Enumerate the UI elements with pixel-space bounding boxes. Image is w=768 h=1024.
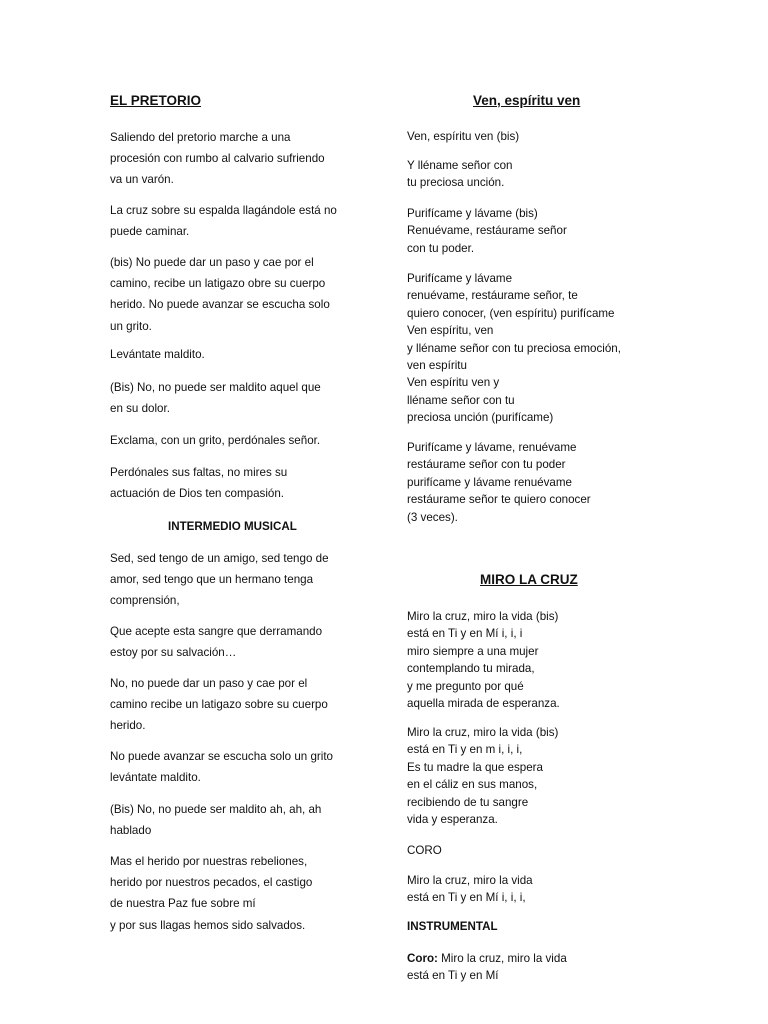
verse: No puede avanzar se escucha solo un grito levántate maldito. <box>110 750 333 785</box>
verse: Sed, sed tengo de un amigo, sed tengo de amor, sed tengo que un hermano tenga comprensión, <box>110 552 329 608</box>
song-title-miro-la-cruz: MIRO LA CRUZ <box>480 572 578 587</box>
verse: Purifícame y lávame, renuévame restáurame señor con tu poder purifícame y lávame renuévame restáurame señor te quiero conocer (3 veces). <box>407 441 591 524</box>
verse: La cruz sobre su espalda llagándole está no puede caminar. <box>110 204 337 239</box>
interlude-label: INTERMEDIO MUSICAL <box>168 520 297 533</box>
song-title-ven-espiritu: Ven, espíritu ven <box>473 93 581 108</box>
verse: Exclama, con un grito, perdónales señor. <box>110 434 321 447</box>
verse: Purifícame y lávame renuévame, restáurame señor, te quiero conocer, (ven espíritu) purifícame Ven espíritu, ven y lléname señor con tu preciosa emoción, ven espíritu Ven espíritu ven y lléname señor con tu preciosa unción (purifícame) <box>407 272 621 425</box>
verse: Ven, espíritu ven (bis) <box>407 130 520 143</box>
chorus-text: Miro la cruz, miro la vida está en Ti y en Mí <box>407 952 567 983</box>
verse: Saliendo del pretorio marche a una procesión con rumbo al calvario sufriendo va un varón. <box>110 131 325 187</box>
verse: Purifícame y lávame (bis) Renuévame, restáurame señor con tu poder. <box>407 207 567 255</box>
verse: Mas el herido por nuestras rebeliones, herido por nuestros pecados, el castigo de nuestra Paz fue sobre mí y por sus llagas hemos sido salvados. <box>110 855 313 932</box>
verse: Miro la cruz, miro la vida está en Ti y en Mí i, i, i, <box>407 874 533 905</box>
verse: Y lléname señor con tu preciosa unción. <box>407 159 513 190</box>
verse: Perdónales sus faltas, no mires su actuación de Dios ten compasión. <box>110 466 288 501</box>
verse: (Bis) No, no puede ser maldito aquel que en su dolor. <box>110 381 321 416</box>
verse: Miro la cruz, miro la vida (bis) está en Ti y en Mí i, i, i miro siempre a una mujer contemplando tu mirada, y me pregunto por qué aquella mirada de esperanza. <box>407 610 560 711</box>
instrumental-label: INSTRUMENTAL <box>407 920 498 933</box>
verse: Miro la cruz, miro la vida (bis) está en Ti y en m i, i, i, Es tu madre la que espera en el cáliz en sus manos, recibiendo de tu sangre vida y esperanza. <box>407 726 559 827</box>
verse: Que acepte esta sangre que derramando estoy por su salvación… <box>110 625 323 660</box>
verse: Levántate maldito. <box>110 348 205 361</box>
chorus-label: Coro: <box>407 952 438 965</box>
chorus-verse <box>407 950 567 985</box>
verse: (bis) No puede dar un paso y cae por el camino, recibe un latigazo obre su cuerpo herido. No puede avanzar se escucha solo un grito. <box>110 256 330 333</box>
song-title-el-pretorio: EL PRETORIO <box>110 93 202 108</box>
verse: No, no puede dar un paso y cae por el camino recibe un latigazo sobre su cuerpo herido. <box>110 677 328 733</box>
coro-label: CORO <box>407 844 442 857</box>
verse: (Bis) No, no puede ser maldito ah, ah, ah hablado <box>110 803 322 838</box>
